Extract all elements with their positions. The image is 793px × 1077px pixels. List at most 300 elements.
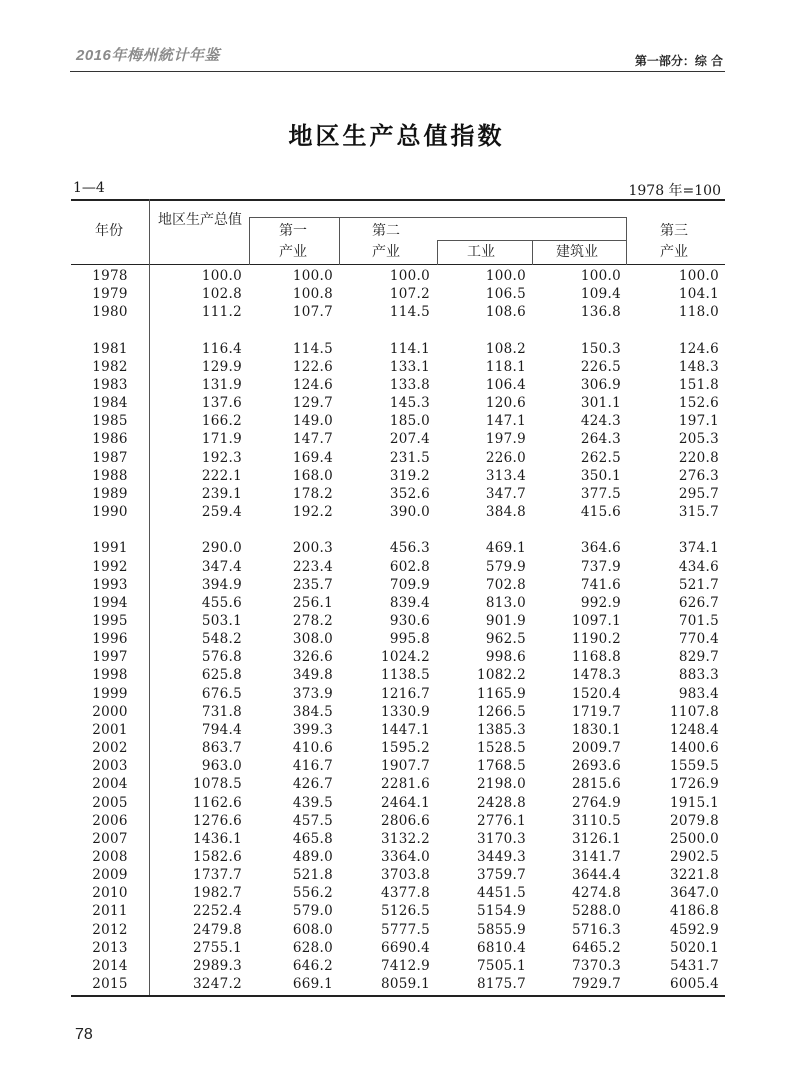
cell-construction: 415.6: [580, 504, 621, 521]
cell-primary: 223.4: [292, 558, 333, 575]
cell-tertiary: 205.3: [678, 431, 719, 448]
col-header-tertiary-a: 第三: [660, 223, 688, 239]
cell-gdp: 2252.4: [192, 903, 242, 920]
cell-construction: 2815.6: [571, 776, 621, 793]
cell-industry: 3170.3: [476, 830, 526, 847]
cell-gdp: 222.1: [201, 467, 242, 484]
cell-primary: 646.2: [292, 957, 333, 974]
col-header-secondary-b: 产业: [372, 244, 400, 260]
cell-gdp: 3247.2: [192, 976, 242, 993]
cell-primary: 256.1: [292, 594, 333, 611]
cell-secondary: 2806.6: [380, 812, 430, 829]
cell-industry: 1528.5: [476, 740, 526, 757]
cell-industry: 4451.5: [476, 885, 526, 902]
cell-gdp: 548.2: [201, 631, 242, 648]
cell-construction: 424.3: [580, 413, 621, 430]
table-row: [71, 539, 725, 557]
cell-gdp: 2755.1: [192, 939, 242, 956]
col-header-industry: 工业: [467, 244, 495, 260]
cell-gdp: 290.0: [201, 540, 242, 557]
cell-construction: 3644.4: [571, 867, 621, 884]
cell-construction: 262.5: [580, 449, 621, 466]
table-body: [71, 267, 725, 993]
cell-primary: 192.2: [292, 504, 333, 521]
cell-year: 1998: [92, 667, 128, 684]
cell-secondary: 133.8: [389, 376, 430, 393]
cell-industry: 108.6: [485, 304, 526, 321]
cell-primary: 373.9: [292, 685, 333, 702]
cell-secondary: 352.6: [389, 485, 430, 502]
col-header-primary-b: 产业: [279, 244, 307, 260]
cell-year: 2010: [92, 885, 128, 902]
cell-industry: 1266.5: [476, 703, 526, 720]
cell-tertiary: 152.6: [678, 395, 719, 412]
table-top-rule: [71, 199, 725, 201]
cell-industry: 106.4: [485, 376, 526, 393]
cell-industry: 2428.8: [476, 794, 526, 811]
cell-secondary: 8059.1: [380, 976, 430, 993]
cell-secondary: 6690.4: [380, 939, 430, 956]
cell-primary: 235.7: [292, 576, 333, 593]
cell-construction: 6465.2: [571, 939, 621, 956]
cell-primary: 326.6: [292, 649, 333, 666]
cell-tertiary: 2902.5: [669, 849, 719, 865]
cell-tertiary: 883.3: [678, 667, 719, 684]
cell-construction: 377.5: [580, 485, 621, 502]
cell-secondary: 1216.7: [380, 685, 430, 702]
cell-industry: 313.4: [485, 467, 526, 484]
cell-year: 1988: [92, 467, 128, 484]
table-row: [71, 648, 725, 666]
cell-tertiary: 124.6: [678, 340, 719, 357]
cell-construction: 1190.2: [571, 631, 621, 648]
cell-gdp: 1436.1: [192, 830, 242, 847]
cell-secondary: 839.4: [389, 594, 430, 611]
cell-construction: 992.9: [580, 594, 621, 611]
cell-industry: 197.9: [485, 431, 526, 448]
cell-construction: 737.9: [580, 558, 621, 575]
table-row: [71, 285, 725, 303]
cell-construction: 350.1: [580, 467, 621, 484]
cell-tertiary: 4592.9: [669, 921, 719, 938]
cell-year: 1981: [92, 340, 128, 357]
table-row: [71, 794, 725, 812]
cell-industry: 120.6: [485, 395, 526, 412]
cell-construction: 2009.7: [571, 740, 621, 757]
cell-primary: 399.3: [292, 721, 333, 738]
cell-industry: 962.5: [485, 631, 526, 648]
cell-secondary: 145.3: [389, 395, 430, 412]
yearbook-header: 2016年梅州統计年鉴: [76, 47, 220, 64]
table-row: [71, 866, 725, 884]
table-row: [71, 394, 725, 412]
cell-tertiary: 197.1: [678, 413, 719, 430]
cell-construction: 1478.3: [571, 667, 621, 684]
cell-construction: 4274.8: [571, 885, 621, 902]
cell-industry: 108.2: [485, 340, 526, 357]
cell-tertiary: 1915.1: [669, 794, 719, 811]
cell-gdp: 394.9: [201, 576, 242, 593]
cell-tertiary: 100.0: [678, 268, 719, 284]
table-row: [71, 739, 725, 757]
cell-primary: 100.0: [292, 268, 333, 284]
table-row: [71, 576, 725, 594]
table-row: [71, 340, 725, 358]
cell-primary: 439.5: [292, 794, 333, 811]
cell-tertiary: 295.7: [678, 485, 719, 502]
cell-gdp: 347.4: [201, 558, 242, 575]
cell-tertiary: 5020.1: [669, 939, 719, 956]
cell-tertiary: 104.1: [678, 286, 719, 303]
cell-industry: 1768.5: [476, 758, 526, 775]
column-divider-primary: [339, 217, 340, 265]
cell-gdp: 102.8: [201, 286, 242, 303]
cell-construction: 1097.1: [571, 612, 621, 629]
cell-gdp: 137.6: [201, 395, 242, 412]
cell-year: 2003: [92, 758, 128, 775]
cell-year: 1978: [92, 268, 128, 284]
cell-secondary: 390.0: [389, 504, 430, 521]
cell-year: 1986: [92, 431, 128, 448]
cell-year: 1980: [92, 304, 128, 321]
col-header-construction: 建筑业: [556, 244, 598, 260]
cell-gdp: 676.5: [201, 685, 242, 702]
page-title: 地区生产总值指数: [288, 122, 505, 150]
cell-industry: 226.0: [485, 449, 526, 466]
cell-primary: 521.8: [292, 867, 333, 884]
cell-industry: 3759.7: [476, 867, 526, 884]
cell-tertiary: 1559.5: [669, 758, 719, 775]
cell-industry: 5154.9: [476, 903, 526, 920]
cell-tertiary: 2079.8: [669, 812, 719, 829]
cell-tertiary: 1726.9: [669, 776, 719, 793]
cell-secondary: 231.5: [389, 449, 430, 466]
cell-year: 1984: [92, 395, 128, 412]
cell-construction: 109.4: [580, 286, 621, 303]
cell-tertiary: 983.4: [678, 685, 719, 702]
cell-construction: 741.6: [580, 576, 621, 593]
cell-year: 2015: [92, 976, 128, 993]
cell-gdp: 131.9: [201, 376, 242, 393]
table-row: [71, 485, 725, 503]
table-bottom-rule: [71, 995, 725, 997]
cell-tertiary: 1107.8: [669, 703, 719, 720]
table-row: [71, 721, 725, 739]
table-row: [71, 412, 725, 430]
table-row: [71, 666, 725, 684]
cell-industry: 2776.1: [476, 812, 526, 829]
cell-year: 1994: [92, 594, 128, 611]
cell-year: 2006: [92, 812, 128, 829]
cell-gdp: 1276.6: [192, 812, 242, 829]
cell-primary: 107.7: [292, 304, 333, 321]
cell-primary: 416.7: [292, 758, 333, 775]
col-header-gdp: 地区生产总值: [158, 212, 242, 228]
column-divider-industry: [532, 240, 533, 265]
table-row: [71, 376, 725, 394]
cell-tertiary: 701.5: [678, 612, 719, 629]
col-header-secondary-a: 第二: [372, 223, 400, 239]
cell-primary: 129.7: [292, 395, 333, 412]
cell-gdp: 1582.6: [192, 849, 242, 865]
cell-primary: 122.6: [292, 358, 333, 375]
cell-primary: 669.1: [292, 976, 333, 993]
cell-industry: 5855.9: [476, 921, 526, 938]
table-row: [71, 630, 725, 648]
cell-gdp: 192.3: [201, 449, 242, 466]
table-row: [71, 812, 725, 830]
cell-year: 2002: [92, 740, 128, 757]
cell-tertiary: 118.0: [678, 304, 719, 321]
cell-construction: 2764.9: [571, 794, 621, 811]
cell-gdp: 129.9: [201, 358, 242, 375]
cell-year: 1992: [92, 558, 128, 575]
column-divider-secondary: [437, 240, 438, 265]
cell-year: 2005: [92, 794, 128, 811]
table-row: [71, 830, 725, 848]
cell-secondary: 114.1: [389, 340, 430, 357]
cell-gdp: 625.8: [201, 667, 242, 684]
cell-construction: 1719.7: [571, 703, 621, 720]
cell-primary: 278.2: [292, 612, 333, 629]
cell-primary: 628.0: [292, 939, 333, 956]
cell-primary: 556.2: [292, 885, 333, 902]
cell-primary: 124.6: [292, 376, 333, 393]
cell-year: 1989: [92, 485, 128, 502]
cell-construction: 301.1: [580, 395, 621, 412]
cell-primary: 169.4: [292, 449, 333, 466]
table-row: [71, 902, 725, 920]
cell-industry: 8175.7: [476, 976, 526, 993]
cell-tertiary: 276.3: [678, 467, 719, 484]
cell-gdp: 503.1: [201, 612, 242, 629]
cell-secondary: 133.1: [389, 358, 430, 375]
cell-year: 1983: [92, 376, 128, 393]
cell-gdp: 1078.5: [192, 776, 242, 793]
cell-construction: 1520.4: [571, 685, 621, 702]
cell-industry: 106.5: [485, 286, 526, 303]
cell-primary: 608.0: [292, 921, 333, 938]
table-row: [71, 594, 725, 612]
cell-secondary: 100.0: [389, 268, 430, 284]
cell-year: 2014: [92, 957, 128, 974]
table-row: [71, 467, 725, 485]
base-year-note: 1978 年=100: [628, 183, 721, 199]
cell-industry: 3449.3: [476, 849, 526, 865]
cell-gdp: 259.4: [201, 504, 242, 521]
cell-gdp: 1162.6: [192, 794, 242, 811]
cell-year: 2012: [92, 921, 128, 938]
cell-year: 2004: [92, 776, 128, 793]
cell-gdp: 111.2: [201, 304, 242, 321]
cell-industry: 384.8: [485, 504, 526, 521]
cell-gdp: 1737.7: [192, 867, 242, 884]
cell-gdp: 2479.8: [192, 921, 242, 938]
cell-primary: 489.0: [292, 849, 333, 865]
cell-primary: 308.0: [292, 631, 333, 648]
header-rule: [70, 71, 725, 72]
cell-secondary: 995.8: [389, 631, 430, 648]
cell-primary: 178.2: [292, 485, 333, 502]
cell-year: 1995: [92, 612, 128, 629]
table-row: [71, 957, 725, 975]
cell-industry: 6810.4: [476, 939, 526, 956]
table-row: [71, 267, 725, 285]
cell-secondary: 2281.6: [380, 776, 430, 793]
page-number: 78: [75, 1026, 93, 1043]
cell-construction: 100.0: [580, 268, 621, 284]
cell-year: 2000: [92, 703, 128, 720]
cell-primary: 410.6: [292, 740, 333, 757]
cell-secondary: 1595.2: [380, 740, 430, 757]
cell-tertiary: 770.4: [678, 631, 719, 648]
cell-year: 1990: [92, 504, 128, 521]
cell-gdp: 100.0: [201, 268, 242, 284]
table-row: [71, 703, 725, 721]
cell-year: 2013: [92, 939, 128, 956]
cell-construction: 226.5: [580, 358, 621, 375]
cell-construction: 5716.3: [571, 921, 621, 938]
cell-secondary: 602.8: [389, 558, 430, 575]
table-row: [71, 303, 725, 321]
cell-tertiary: 829.7: [678, 649, 719, 666]
cell-secondary: 3364.0: [380, 849, 430, 865]
cell-tertiary: 521.7: [678, 576, 719, 593]
cell-year: 1982: [92, 358, 128, 375]
cell-construction: 7929.7: [571, 976, 621, 993]
cell-secondary: 709.9: [389, 576, 430, 593]
cell-gdp: 2989.3: [192, 957, 242, 974]
cell-year: 1997: [92, 649, 128, 666]
cell-gdp: 1982.7: [192, 885, 242, 902]
table-row: [71, 757, 725, 775]
cell-industry: 7505.1: [476, 957, 526, 974]
cell-industry: 579.9: [485, 558, 526, 575]
cell-industry: 1385.3: [476, 721, 526, 738]
cell-primary: 114.5: [292, 340, 333, 357]
cell-gdp: 171.9: [201, 431, 242, 448]
col-header-tertiary-b: 产业: [660, 244, 688, 260]
table-number: 1—4: [73, 180, 105, 196]
cell-industry: 813.0: [485, 594, 526, 611]
cell-secondary: 456.3: [389, 540, 430, 557]
cell-tertiary: 434.6: [678, 558, 719, 575]
col-header-year: 年份: [95, 223, 123, 239]
section-header: 第一部分：综 合: [634, 54, 723, 68]
cell-tertiary: 1248.4: [669, 721, 719, 738]
cell-tertiary: 3647.0: [669, 885, 719, 902]
cell-industry: 100.0: [485, 268, 526, 284]
cell-primary: 147.7: [292, 431, 333, 448]
col-header-primary-a: 第一: [279, 223, 307, 239]
cell-year: 1987: [92, 449, 128, 466]
cell-tertiary: 315.7: [678, 504, 719, 521]
cell-gdp: 239.1: [201, 485, 242, 502]
cell-secondary: 1024.2: [380, 649, 430, 666]
table-row: [71, 358, 725, 376]
cell-tertiary: 2500.0: [669, 830, 719, 847]
table-row: [71, 612, 725, 630]
cell-industry: 901.9: [485, 612, 526, 629]
cell-secondary: 3703.8: [380, 867, 430, 884]
cell-secondary: 1447.1: [380, 721, 430, 738]
cell-industry: 702.8: [485, 576, 526, 593]
cell-year: 2001: [92, 721, 128, 738]
table-row: [71, 685, 725, 703]
table-row: [71, 558, 725, 576]
cell-year: 1979: [92, 286, 128, 303]
cell-construction: 7370.3: [571, 957, 621, 974]
cell-construction: 364.6: [580, 540, 621, 557]
cell-year: 1996: [92, 631, 128, 648]
cell-gdp: 963.0: [201, 758, 242, 775]
cell-industry: 2198.0: [476, 776, 526, 793]
cell-secondary: 5777.5: [380, 921, 430, 938]
table-row: [71, 449, 725, 467]
cell-tertiary: 5431.7: [669, 957, 719, 974]
cell-primary: 168.0: [292, 467, 333, 484]
cell-year: 1985: [92, 413, 128, 430]
cell-secondary: 4377.8: [380, 885, 430, 902]
header-subrule: [249, 217, 626, 218]
cell-gdp: 794.4: [201, 721, 242, 738]
cell-industry: 1165.9: [476, 685, 526, 702]
cell-primary: 100.8: [292, 286, 333, 303]
cell-tertiary: 374.1: [678, 540, 719, 557]
column-divider-gdp: [249, 217, 250, 265]
cell-gdp: 576.8: [201, 649, 242, 666]
table-row: [71, 939, 725, 957]
cell-tertiary: 220.8: [678, 449, 719, 466]
cell-secondary: 3132.2: [380, 830, 430, 847]
cell-gdp: 863.7: [201, 740, 242, 757]
cell-tertiary: 4186.8: [669, 903, 719, 920]
cell-industry: 469.1: [485, 540, 526, 557]
cell-construction: 5288.0: [571, 903, 621, 920]
cell-gdp: 166.2: [201, 413, 242, 430]
cell-industry: 118.1: [485, 358, 526, 375]
cell-tertiary: 151.8: [678, 376, 719, 393]
table-row: [71, 848, 725, 866]
cell-industry: 347.7: [485, 485, 526, 502]
cell-gdp: 731.8: [201, 703, 242, 720]
cell-construction: 136.8: [580, 304, 621, 321]
cell-construction: 306.9: [580, 376, 621, 393]
cell-construction: 3126.1: [571, 830, 621, 847]
cell-year: 1991: [92, 540, 128, 557]
cell-construction: 3141.7: [571, 849, 621, 865]
cell-secondary: 1907.7: [380, 758, 430, 775]
cell-secondary: 7412.9: [380, 957, 430, 974]
table-row: [71, 503, 725, 521]
table-row: [71, 775, 725, 793]
cell-primary: 465.8: [292, 830, 333, 847]
table-row: [71, 430, 725, 448]
cell-primary: 384.5: [292, 703, 333, 720]
cell-year: 2009: [92, 867, 128, 884]
cell-secondary: 207.4: [389, 431, 430, 448]
cell-primary: 579.0: [292, 903, 333, 920]
cell-secondary: 1138.5: [380, 667, 430, 684]
cell-year: 2008: [92, 849, 128, 865]
cell-secondary: 1330.9: [380, 703, 430, 720]
cell-tertiary: 6005.4: [669, 976, 719, 993]
cell-secondary: 114.5: [389, 304, 430, 321]
cell-primary: 349.8: [292, 667, 333, 684]
cell-secondary: 185.0: [389, 413, 430, 430]
cell-construction: 2693.6: [571, 758, 621, 775]
cell-construction: 1830.1: [571, 721, 621, 738]
